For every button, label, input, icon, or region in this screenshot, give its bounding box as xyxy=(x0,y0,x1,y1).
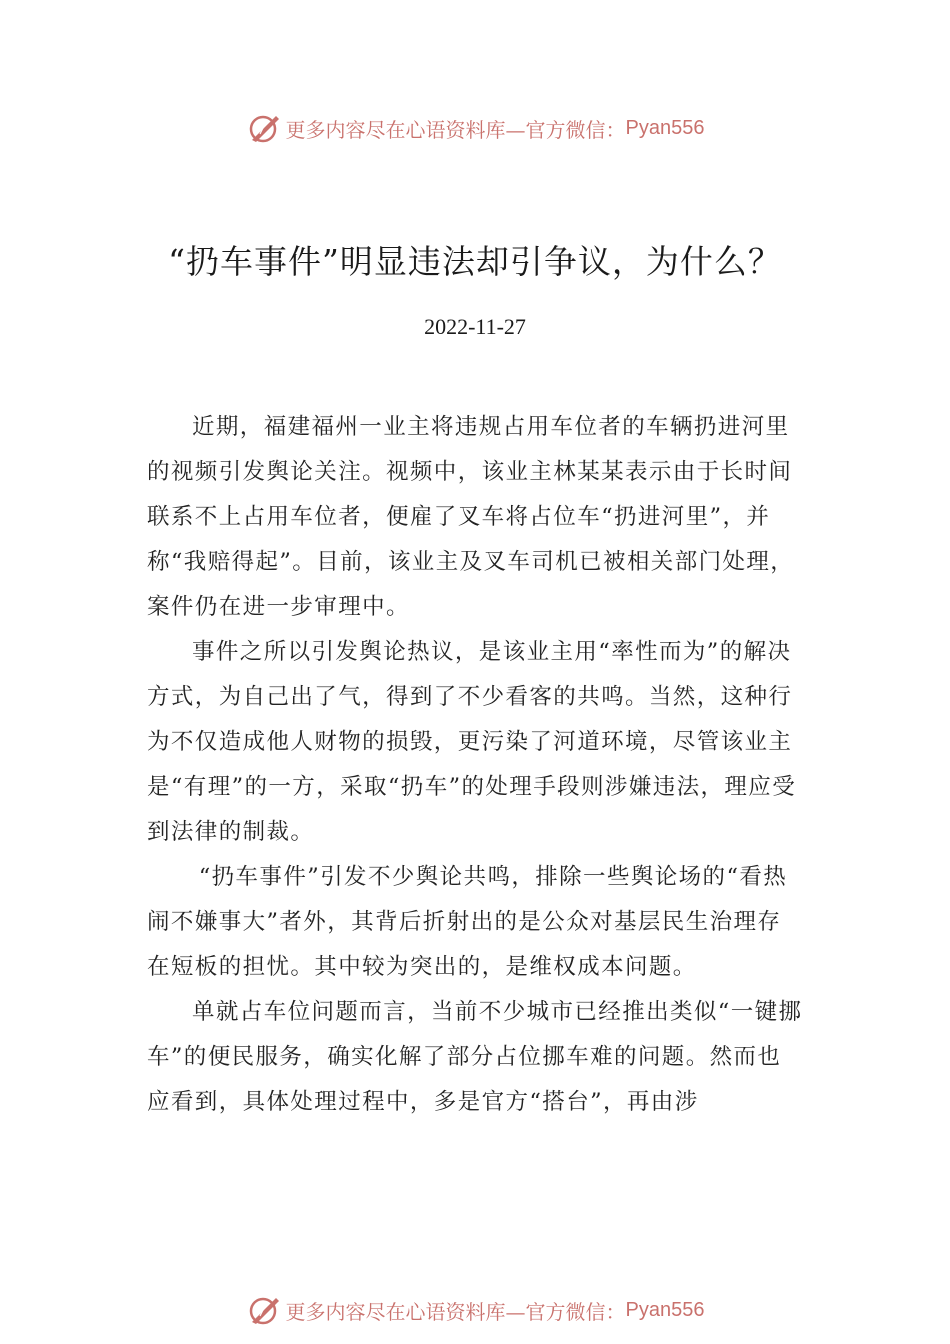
footer-wechat-id: Pyan556 xyxy=(625,1298,705,1321)
paragraph: 单就占车位问题而言，当前不少城市已经推出类似“一键挪车”的便民服务，确实化解了部分占位挪车难的问题。然而也应看到，具体处理过程中，多是官方“搭台”，再由涉 xyxy=(147,999,803,1115)
paragraph: “扔车事件”引发不少舆论共鸣，排除一些舆论场的“看热闹不嫌事大”者外，其背后折射出的是公众对基层民生治理存在短板的担忧。其中较为突出的，是维权成本问题。 xyxy=(147,864,788,980)
document-date: 2022-11-27 xyxy=(424,314,526,339)
paragraph: 近期，福建福州一业主将违规占用车位者的车辆扔进河里的视频引发舆论关注。视频中，该业主林某某表示由于长时间联系不上占用车位者，便雇了叉车将占位车“扔进河里”，并称“我赔得起”。目前，该业主及叉车司机已被相关部门处理，案件仍在进一步审理中。 xyxy=(147,414,795,620)
header-banner xyxy=(0,106,950,150)
footer-banner-text: 更多内容尽在心语资料库—官方微信： xyxy=(285,1299,626,1324)
footer-banner xyxy=(0,1288,950,1332)
header-banner-text: 更多内容尽在心语资料库—官方微信： xyxy=(285,117,626,142)
quill-logo-icon xyxy=(246,1292,282,1328)
header-wechat-id: Pyan556 xyxy=(625,116,705,139)
quill-logo-icon xyxy=(246,110,282,146)
paragraph: 事件之所以引发舆论热议，是该业主用“率性而为”的解决方式，为自己出了气，得到了不少看客的共鸣。当然，这种行为不仅造成他人财物的损毁，更污染了河道环境，尽管该业主是“有理”的一方，采取“扔车”的处理手段则涉嫌违法，理应受到法律的制裁。 xyxy=(147,639,797,845)
article-body xyxy=(147,405,805,1125)
document-title: “扔车事件”明显违法却引争议，为什么？ xyxy=(168,242,782,281)
